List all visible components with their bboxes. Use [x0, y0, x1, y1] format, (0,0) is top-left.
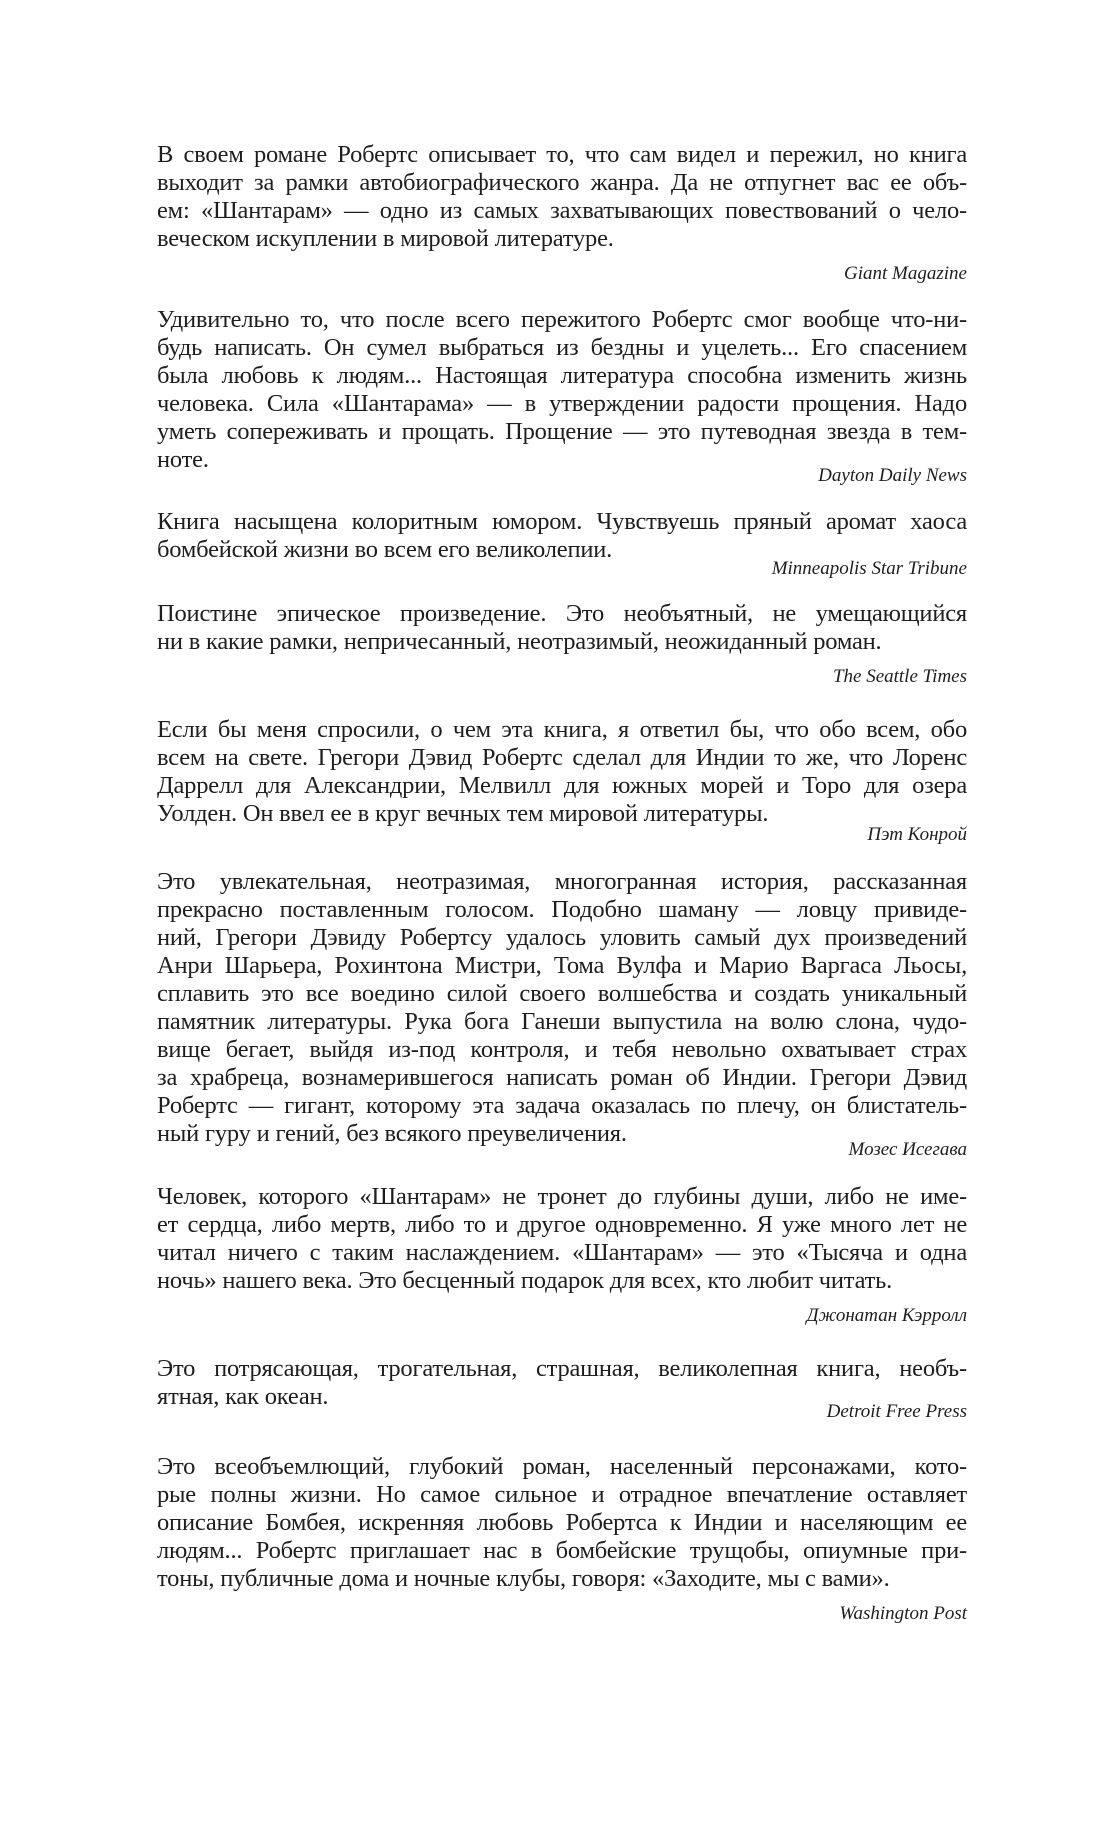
quote-line: Анри Шарьера, Рохинтона Мистри, Тома Вулфа и Марио Варгаса Льосы, — [157, 952, 967, 979]
quote-line: Это всеобъемлющий, глубокий роман, населенный персонажами, кото- — [157, 1453, 967, 1480]
quote-line: будь написать. Он сумел выбраться из бездны и уцелеть... Его спасением — [157, 334, 967, 361]
quote-line: ни в какие рамки, непричесанный, неотразимый, неожиданный роман. — [157, 628, 882, 655]
quote-line: ет сердца, либо мертв, либо то и другое одновременно. Я уже много лет не — [157, 1211, 967, 1238]
quote-line: Человек, которого «Шантарам» не тронет до глубины души, либо не име- — [157, 1183, 967, 1210]
quote-line: бомбейской жизни во всем его великолепии. — [157, 536, 613, 563]
quote-source: Мозес Исегава — [848, 1139, 967, 1160]
quote-line: за храбреца, вознамерившегося написать роман об Индии. Грегори Дэвид — [157, 1064, 967, 1091]
quote-line: Книга насыщена колоритным юмором. Чувствуешь пряный аромат хаоса — [157, 508, 967, 535]
quote-line: прекрасно поставленным голосом. Подобно шаману — ловцу привиде- — [157, 896, 967, 923]
quote-line: памятник литературы. Рука бога Ганеши выпустила на волю слона, чудо- — [157, 1008, 967, 1035]
quote-line: человека. Сила «Шантарама» — в утверждении радости прощения. Надо — [157, 390, 967, 417]
quote-line: ний, Грегори Дэвиду Робертсу удалось уловить самый дух произведений — [157, 924, 967, 951]
quote-line: описание Бомбея, искренняя любовь Робертса к Индии и населяющим ее — [157, 1509, 967, 1536]
quote-line: В своем романе Робертс описывает то, что сам видел и пережил, но книга — [157, 141, 967, 168]
quote-source: Washington Post — [839, 1603, 967, 1624]
quote-source: Джонатан Кэрролл — [806, 1305, 967, 1326]
quote-line: ный гуру и гений, без всякого преувеличения. — [157, 1120, 627, 1147]
quote-line: ночь» нашего века. Это бесценный подарок для всех, кто любит читать. — [157, 1267, 893, 1294]
quote-source: Giant Magazine — [844, 263, 967, 284]
quote-line: Это потрясающая, трогательная, страшная, великолепная книга, необъ- — [157, 1355, 967, 1382]
quote-line: вище бегает, выйдя из-под контроля, и тебя невольно охватывает страх — [157, 1036, 967, 1063]
quote-line: Это увлекательная, неотразимая, многогранная история, рассказанная — [157, 868, 967, 895]
quote-line: читал ничего с таким наслаждением. «Шантарам» — это «Тысяча и одна — [157, 1239, 967, 1266]
quote-line: ем: «Шантарам» — одно из самых захватывающих повествований о чело- — [157, 197, 967, 224]
quote-source: Minneapolis Star Tribune — [771, 558, 967, 579]
quote-source: Dayton Daily News — [818, 465, 967, 486]
quote-line: Уолден. Он ввел ее в круг вечных тем мировой литературы. — [157, 800, 769, 827]
quote-line: уметь сопереживать и прощать. Прощение — это путеводная звезда в тем- — [157, 418, 967, 445]
quote-line: Даррелл для Александрии, Мелвилл для южных морей и Торо для озера — [157, 772, 967, 799]
quote-line: была любовь к людям... Настоящая литература способна изменить жизнь — [157, 362, 967, 389]
quote-source: The Seattle Times — [832, 666, 967, 687]
quote-line: Робертс — гигант, которому эта задача оказалась по плечу, он блистатель- — [157, 1092, 967, 1119]
quote-line: Удивительно то, что после всего пережитого Робертс смог вообще что-ни- — [157, 306, 967, 333]
quote-source: Detroit Free Press — [826, 1401, 967, 1422]
quote-line: веческом искуплении в мировой литературе. — [157, 225, 614, 252]
quote-line: всем на свете. Грегори Дэвид Робертс сделал для Индии то же, что Лоренс — [157, 744, 967, 771]
quote-line: тоны, публичные дома и ночные клубы, говоря: «Заходите, мы с вами». — [157, 1565, 890, 1592]
quote-line: Если бы меня спросили, о чем эта книга, я ответил бы, что обо всем, обо — [157, 716, 967, 743]
quote-line: Поистине эпическое произведение. Это необъятный, не умещающийся — [157, 600, 967, 627]
quote-source: Пэт Конрой — [867, 824, 967, 845]
quote-line: сплавить это все воедино силой своего волшебства и создать уникальный — [157, 980, 967, 1007]
quote-line: людям... Робертс приглашает нас в бомбейские трущобы, опиумные при- — [157, 1537, 967, 1564]
quote-line: рые полны жизни. Но самое сильное и отрадное впечатление оставляет — [157, 1481, 967, 1508]
quote-line: ноте. — [157, 446, 209, 473]
quote-line: выходит за рамки автобиографического жанра. Да не отпугнет вас ее объ- — [157, 169, 967, 196]
quote-line: ятная, как океан. — [157, 1383, 329, 1410]
